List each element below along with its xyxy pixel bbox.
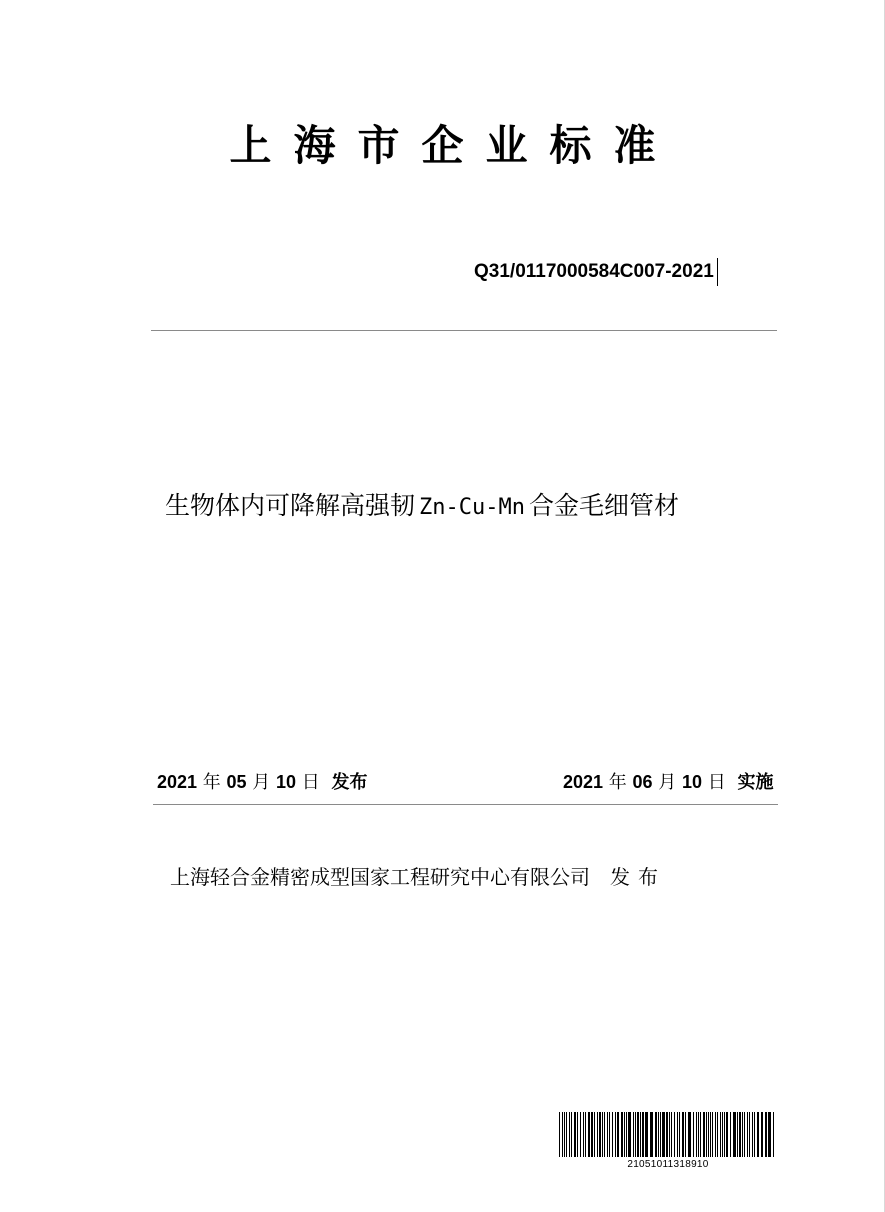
implement-action: 实施	[737, 772, 774, 793]
implement-year: 2021	[563, 772, 604, 792]
issue-day-unit: 日	[301, 772, 320, 793]
implement-date	[563, 768, 774, 797]
barcode-image	[558, 1112, 778, 1157]
issue-month: 05	[226, 772, 247, 792]
issue-date	[157, 768, 368, 797]
document-title-part2: 合金毛细管材	[528, 491, 679, 520]
implement-year-unit: 年	[608, 772, 627, 793]
publisher-name: 上海轻合金精密成型国家工程研究中心有限公司	[170, 865, 590, 889]
issue-action: 发布	[331, 772, 368, 793]
issue-year: 2021	[157, 772, 198, 792]
standard-number: Q31/0117000584C007-2021	[474, 258, 718, 286]
implement-month-unit: 月	[658, 772, 677, 793]
document-title	[165, 488, 679, 526]
issue-month-unit: 月	[252, 772, 271, 793]
implement-day-unit: 日	[707, 772, 726, 793]
publisher-line	[170, 862, 666, 892]
implement-month: 06	[632, 772, 653, 792]
standard-header-title: 上海市企业标准	[229, 121, 678, 170]
barcode-number: 21051011318910	[627, 1159, 709, 1170]
bottom-divider	[153, 804, 778, 805]
document-title-part1: 生物体内可降解高强韧	[165, 491, 416, 520]
document-title-alloy: Zn-Cu-Mn	[419, 495, 525, 520]
issue-day: 10	[276, 772, 297, 792]
top-divider	[151, 330, 777, 331]
publisher-action: 发布	[610, 865, 666, 889]
issue-year-unit: 年	[202, 772, 221, 793]
implement-day: 10	[682, 772, 703, 792]
